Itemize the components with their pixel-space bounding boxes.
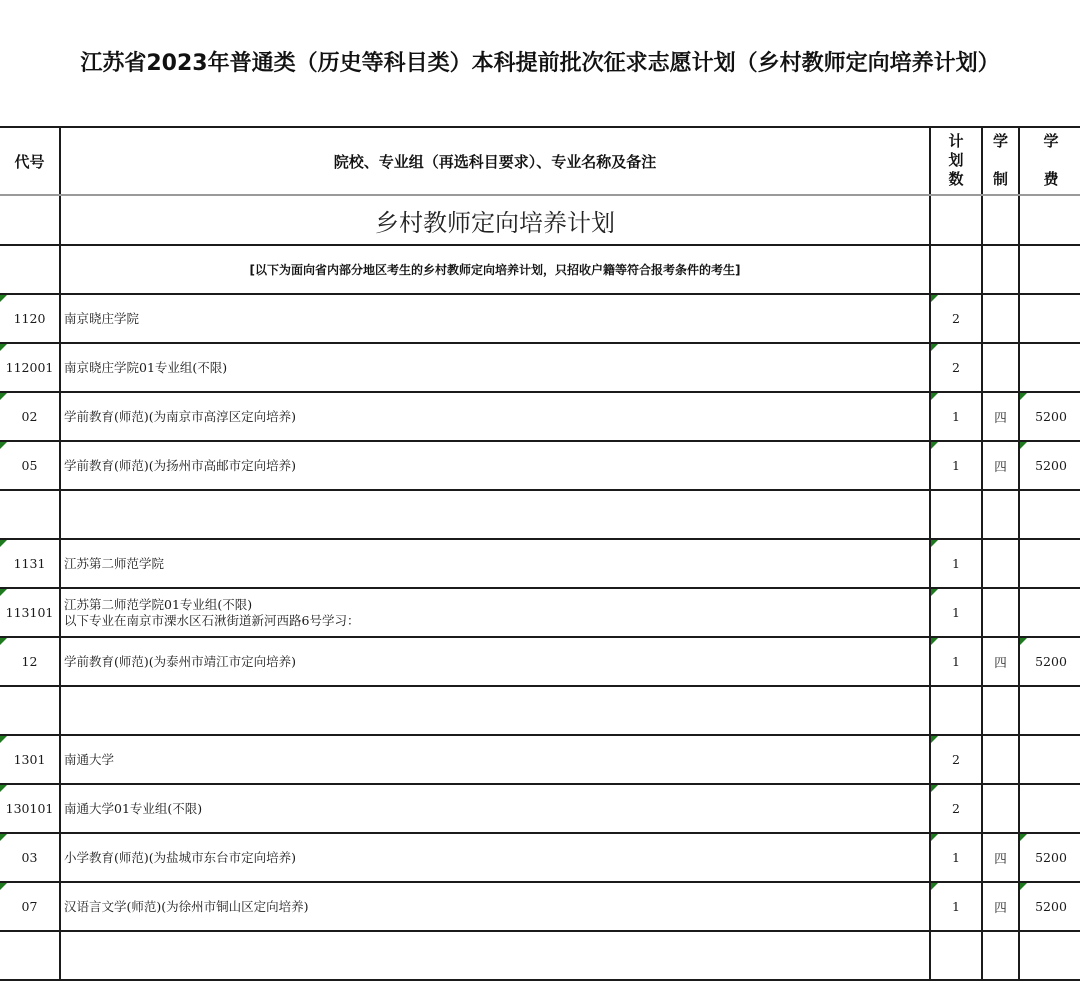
tuition-cell <box>1019 539 1080 588</box>
plan-count-cell: 2 <box>930 294 982 343</box>
plan-count-cell: 1 <box>930 441 982 490</box>
tuition-cell <box>1019 343 1080 392</box>
name-cell: 江苏第二师范学院 <box>60 539 930 588</box>
code-cell: 1301 <box>0 735 60 784</box>
duration-cell <box>982 686 1019 735</box>
tuition-cell: 5200 <box>1019 637 1080 686</box>
name-cell <box>60 686 930 735</box>
duration-cell <box>982 735 1019 784</box>
plan-count-cell <box>930 931 982 980</box>
code-cell: 07 <box>0 882 60 931</box>
duration-cell <box>982 784 1019 833</box>
admission-plan-table <box>0 126 1080 981</box>
code-cell: 1131 <box>0 539 60 588</box>
code-cell: 03 <box>0 833 60 882</box>
plan-count-cell: 1 <box>930 588 982 637</box>
tuition-cell: 5200 <box>1019 833 1080 882</box>
name-cell: 学前教育(师范)(为南京市高淳区定向培养) <box>60 392 930 441</box>
table-row <box>0 637 1080 686</box>
plan-count-cell <box>930 490 982 539</box>
plan-count-cell: 2 <box>930 343 982 392</box>
name-cell: 学前教育(师范)(为扬州市高邮市定向培养) <box>60 441 930 490</box>
table-row <box>0 343 1080 392</box>
table-row <box>0 735 1080 784</box>
note-row <box>0 245 1080 294</box>
duration-cell <box>982 343 1019 392</box>
tuition-cell <box>1019 490 1080 539</box>
duration-cell <box>982 588 1019 637</box>
name-cell: 学前教育(师范)(为泰州市靖江市定向培养) <box>60 637 930 686</box>
duration-cell <box>982 539 1019 588</box>
name-cell: 小学教育(师范)(为盐城市东台市定向培养) <box>60 833 930 882</box>
name-cell: 南京晓庄学院 <box>60 294 930 343</box>
campus-note: 以下专业在南京市溧水区石湫街道新河西路6号学习： <box>64 612 360 628</box>
name-cell <box>60 931 930 980</box>
code-cell: 05 <box>0 441 60 490</box>
table-row <box>0 588 1080 637</box>
name-cell <box>60 588 930 637</box>
header-code: 代号 <box>0 127 60 195</box>
code-cell <box>0 931 60 980</box>
plan-count-cell: 1 <box>930 539 982 588</box>
code-cell: 113101 <box>0 588 60 637</box>
table-row <box>0 833 1080 882</box>
tuition-cell: 5200 <box>1019 882 1080 931</box>
table-row <box>0 392 1080 441</box>
tuition-cell <box>1019 588 1080 637</box>
tuition-cell <box>1019 931 1080 980</box>
plan-count-cell: 1 <box>930 833 982 882</box>
tuition-cell: 5200 <box>1019 441 1080 490</box>
plan-count-cell <box>930 686 982 735</box>
group-name: 江苏第二师范学院01专业组(不限) <box>64 596 253 612</box>
plan-count-cell: 1 <box>930 392 982 441</box>
name-cell: 汉语言文学(师范)(为徐州市铜山区定向培养) <box>60 882 930 931</box>
plan-count-cell: 1 <box>930 637 982 686</box>
header-tuition: 学 费 <box>1019 127 1080 195</box>
header-name: 院校、专业组（再选科目要求）、专业名称及备注 <box>60 127 930 195</box>
section-banner: 乡村教师定向培养计划 <box>60 195 930 245</box>
table-row <box>0 882 1080 931</box>
header-duration: 学 制 <box>982 127 1019 195</box>
banner-row <box>0 195 1080 245</box>
duration-cell: 四 <box>982 637 1019 686</box>
code-cell <box>0 490 60 539</box>
header-row <box>0 127 1080 195</box>
plan-count-cell: 2 <box>930 784 982 833</box>
eligibility-note: [以下为面向省内部分地区考生的乡村教师定向培养计划，只招收户籍等符合报考条件的考生] <box>60 245 930 294</box>
tuition-cell <box>1019 784 1080 833</box>
code-cell: 112001 <box>0 343 60 392</box>
code-cell <box>0 686 60 735</box>
name-cell <box>60 490 930 539</box>
tuition-cell <box>1019 735 1080 784</box>
code-cell: 12 <box>0 637 60 686</box>
tuition-cell: 5200 <box>1019 392 1080 441</box>
table-row <box>0 539 1080 588</box>
name-cell: 南通大学 <box>60 735 930 784</box>
code-cell: 130101 <box>0 784 60 833</box>
header-plan-count: 计 划 数 <box>930 127 982 195</box>
duration-cell: 四 <box>982 441 1019 490</box>
plan-count-cell: 1 <box>930 882 982 931</box>
table-row-blank <box>0 686 1080 735</box>
duration-cell <box>982 490 1019 539</box>
name-cell: 南京晓庄学院01专业组(不限) <box>60 343 930 392</box>
table-row <box>0 784 1080 833</box>
plan-count-cell: 2 <box>930 735 982 784</box>
tuition-cell <box>1019 294 1080 343</box>
duration-cell: 四 <box>982 392 1019 441</box>
table-row <box>0 294 1080 343</box>
duration-cell <box>982 294 1019 343</box>
table-row <box>0 441 1080 490</box>
duration-cell: 四 <box>982 833 1019 882</box>
name-cell: 南通大学01专业组(不限) <box>60 784 930 833</box>
duration-cell: 四 <box>982 882 1019 931</box>
code-cell: 02 <box>0 392 60 441</box>
tuition-cell <box>1019 686 1080 735</box>
document-title: 江苏省2023年普通类（历史等科目类）本科提前批次征求志愿计划（乡村教师定向培养计划） <box>80 51 1000 76</box>
table-row-blank <box>0 490 1080 539</box>
code-cell: 1120 <box>0 294 60 343</box>
duration-cell <box>982 931 1019 980</box>
table-row-blank <box>0 931 1080 980</box>
